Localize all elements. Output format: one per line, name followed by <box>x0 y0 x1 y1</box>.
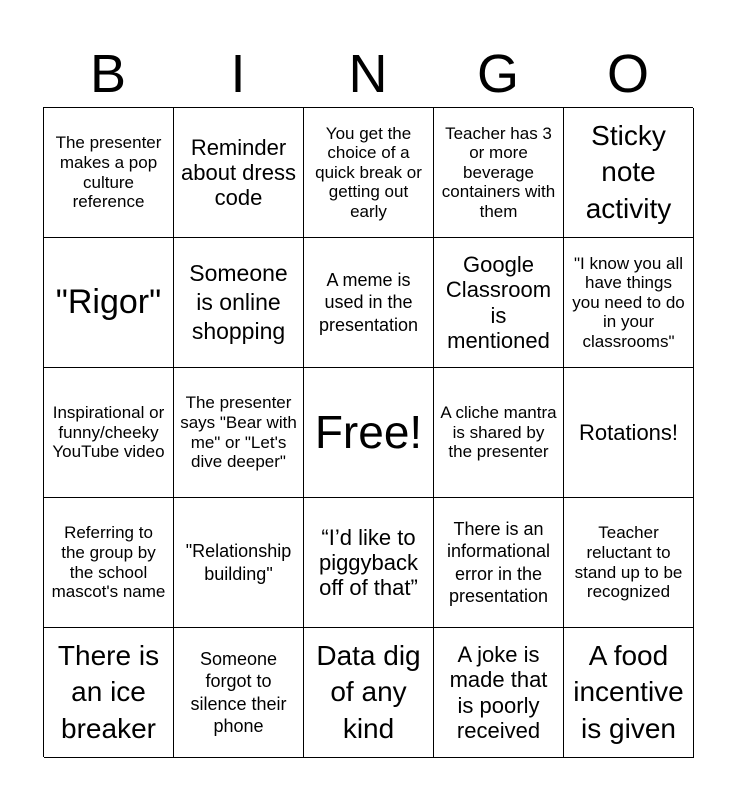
header-letter-n: N <box>348 44 388 104</box>
bingo-header <box>43 40 693 108</box>
bingo-cell-b5[interactable]: There is an ice breaker <box>44 628 174 758</box>
bingo-cell-i1[interactable]: Reminder about dress code <box>174 108 304 238</box>
bingo-cell-o2[interactable]: "I know you all have things you need to do in your classrooms" <box>564 238 694 368</box>
bingo-cell-b1[interactable]: The presenter makes a pop culture reference <box>44 108 174 238</box>
bingo-cell-g3[interactable]: A cliche mantra is shared by the presenter <box>434 368 564 498</box>
bingo-cell-g2[interactable]: Google Classroom is mentioned <box>434 238 564 368</box>
bingo-cell-o4[interactable]: Teacher reluctant to stand up to be recognized <box>564 498 694 628</box>
bingo-cell-i5[interactable]: Someone forgot to silence their phone <box>174 628 304 758</box>
bingo-cell-n5[interactable]: Data dig of any kind <box>304 628 434 758</box>
bingo-card-grid <box>43 107 693 757</box>
bingo-cell-o1[interactable]: Sticky note activity <box>564 108 694 238</box>
bingo-cell-n4[interactable]: “I’d like to piggyback off of that” <box>304 498 434 628</box>
bingo-cell-g1[interactable]: Teacher has 3 or more beverage containers with them <box>434 108 564 238</box>
bingo-cell-o3[interactable]: Rotations! <box>564 368 694 498</box>
header-letter-b: B <box>89 44 127 104</box>
header-letter-g: G <box>476 44 519 104</box>
bingo-cell-i4[interactable]: "Relationship building" <box>174 498 304 628</box>
bingo-cell-b2[interactable]: "Rigor" <box>44 238 174 368</box>
bingo-cell-g5[interactable]: A joke is made that is poorly received <box>434 628 564 758</box>
bingo-cell-b3[interactable]: Inspirational or funny/cheeky YouTube video <box>44 368 174 498</box>
bingo-cell-i3[interactable]: The presenter says "Bear with me" or "Let's dive deeper" <box>174 368 304 498</box>
bingo-cell-g4[interactable]: There is an informational error in the presentation <box>434 498 564 628</box>
header-letter-i: I <box>230 44 246 104</box>
bingo-cell-free[interactable]: Free! <box>304 368 434 498</box>
bingo-cell-o5[interactable]: A food incentive is given <box>564 628 694 758</box>
bingo-cell-b4[interactable]: Referring to the group by the school mascot's name <box>44 498 174 628</box>
header-letter-o: O <box>606 44 649 104</box>
bingo-cell-n1[interactable]: You get the choice of a quick break or getting out early <box>304 108 434 238</box>
bingo-cell-n2[interactable]: A meme is used in the presentation <box>304 238 434 368</box>
bingo-cell-i2[interactable]: Someone is online shopping <box>174 238 304 368</box>
